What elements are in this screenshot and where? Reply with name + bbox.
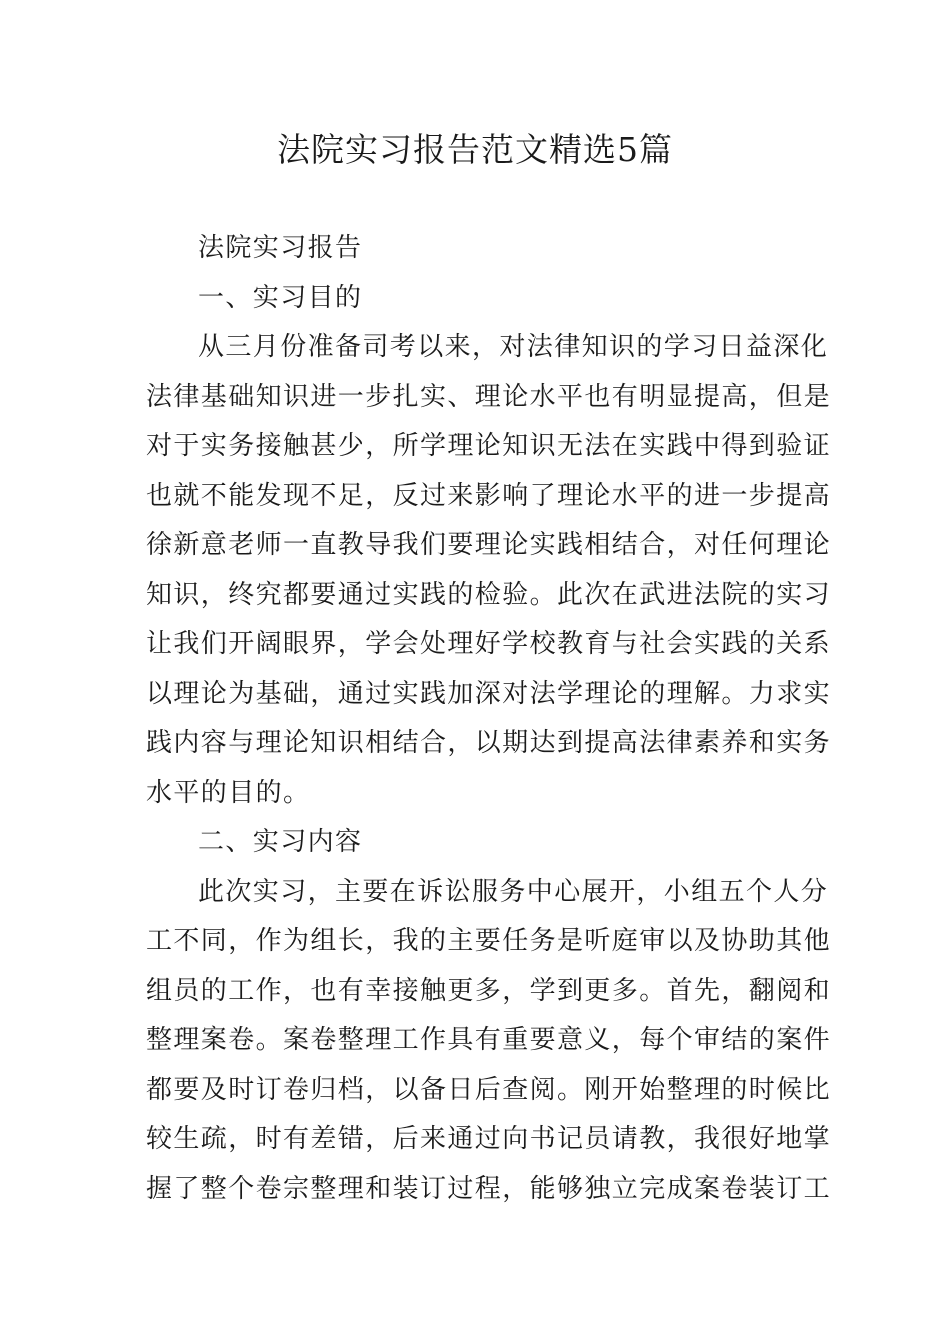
text-line: 从三月份准备司考以来，对法律知识的学习日益深化 [198, 332, 829, 362]
document-title: 法院实习报告范文精选5篇 [277, 130, 673, 169]
text-line: 握了整个卷宗整理和装订过程，能够独立完成案卷装订工 [146, 1173, 832, 1204]
text-line: 也就不能发现不足，反过来影响了理论水平的进一步提高 [146, 480, 832, 511]
text-line: 组员的工作，也有幸接触更多，学到更多。首先，翻阅和 [146, 975, 832, 1006]
section-heading-content [146, 818, 806, 868]
text-line: 对于实务接触甚少，所学理论知识无法在实践中得到验证 [146, 431, 832, 461]
text-line: 此次实习，主要在诉讼服务中心展开，小组五个人分 [198, 876, 829, 907]
paragraph-purpose [146, 323, 832, 818]
paragraph-content [146, 868, 832, 1215]
document-body [146, 224, 832, 1214]
text-line: 较生疏，时有差错，后来通过向书记员请教，我很好地掌 [146, 1124, 832, 1154]
text-line: 知识，终究都要通过实践的检验。此次在武进法院的实习 [146, 579, 832, 610]
text-line: 法院实习报告 [198, 233, 363, 263]
text-line: 以理论为基础，通过实践加深对法学理论的理解。力求实 [146, 678, 832, 709]
text-line: 让我们开阔眼界，学会处理好学校教育与社会实践的关系 [146, 629, 832, 659]
text-line: 法律基础知识进一步扎实、理论水平也有明显提高，但是 [146, 381, 832, 412]
text-line: 践内容与理论知识相结合，以期达到提高法律素养和实务 [146, 728, 832, 758]
text-line: 工不同，作为组长，我的主要任务是听庭审以及协助其他 [146, 926, 832, 956]
text-line: 徐新意老师一直教导我们要理论实践相结合，对任何理论 [146, 530, 832, 560]
text-line: 二、实习内容 [198, 827, 363, 857]
text-line: 一、实习目的 [198, 282, 363, 313]
report-subtitle [146, 224, 806, 274]
text-line: 整理案卷。案卷整理工作具有重要意义，每个审结的案件 [146, 1025, 832, 1055]
text-line: 都要及时订卷归档，以备日后查阅。刚开始整理的时候比 [146, 1074, 832, 1105]
section-heading-purpose [146, 274, 806, 324]
text-line: 水平的目的。 [146, 777, 311, 808]
